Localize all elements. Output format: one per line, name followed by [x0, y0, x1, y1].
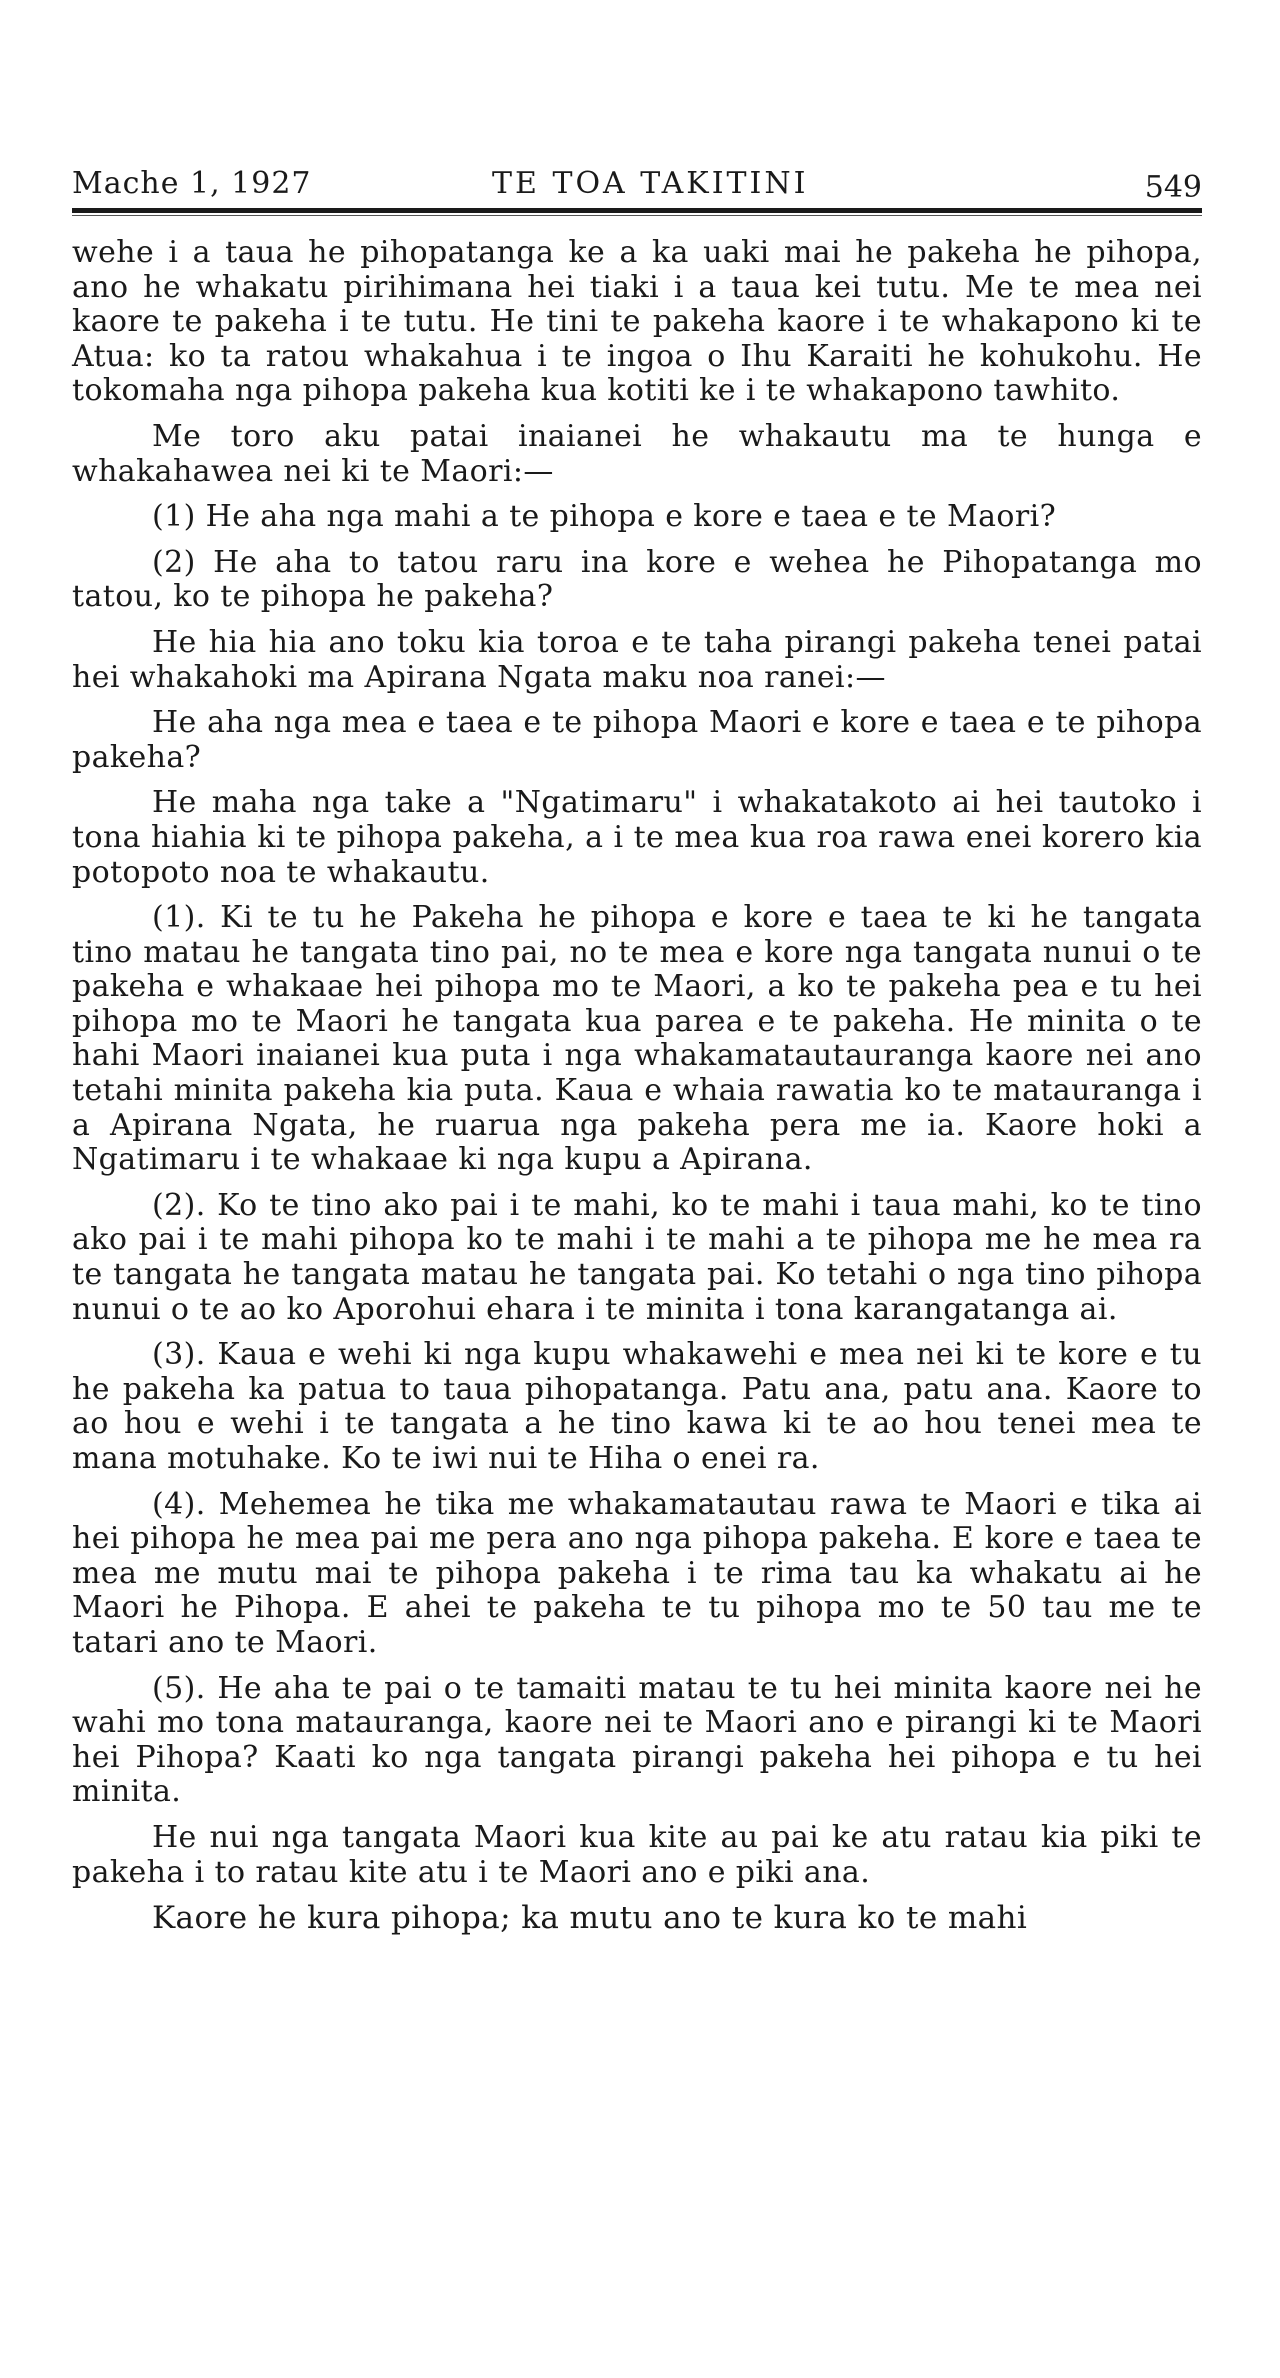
paragraph-11: (4). Mehemea he tika me whakamatautau rawa te Maori e tika ai hei pihopa he mea pai me pera ano nga pihopa pakeha. E kore e taea te mea me mutu mai te pihopa pakeha i te rima tau ka whakatu ai he Maori he Pihopa. E ahei te pakeha te tu pihopa mo te 50 tau me te tatari ano te Maori.: [72, 1486, 1202, 1660]
paragraph-8: (1). Ki te tu he Pakeha he pihopa e kore e taea te ki he tangata tino matau he tangata tino pai, no te mea e kore nga tangata nunui o te pakeha e whakaae hei pihopa mo te Maori, a ko te pakeha pea e tu hei pihopa mo te Maori he tangata kua parea e te pakeha. He minita o te hahi Maori inaianei kua puta i nga whakamatautauranga kaore nei ano tetahi minita pakeha kia puta. Kaua e whaia rawatia ko te matauranga i a Apirana Ngata, he ruarua nga pakeha pera me ia. Kaore hoki a Ngatimaru i te whakaae ki nga kupu a Apirana.: [72, 900, 1202, 1178]
paragraph-7: He maha nga take a "Ngatimaru" i whakatakoto ai hei tautoko i tona hiahia ki te pihopa pakeha, a i te mea kua roa rawa enei korero kia potopoto noa te whakautu.: [72, 785, 1202, 890]
paragraph-6: He aha nga mea e taea e te pihopa Maori e kore e taea e te pihopa pakeha?: [72, 705, 1202, 775]
paragraph-14: Kaore he kura pihopa; ka mutu ano te kura ko te mahi: [152, 1900, 1028, 1937]
page-number: 549: [1144, 170, 1202, 205]
page-header: [72, 160, 1202, 204]
paragraph-2: Me toro aku patai inaianei he whakautu ma te hunga e whakahawea nei ki te Maori:—: [72, 418, 1202, 489]
paragraph-1: wehe i a taua he pihopatanga ke a ka uaki mai he pakeha he pihopa, ano he whakatu pirihimana hei tiaki i a taua kei tutu. Me te mea nei kaore te pakeha i te tutu. He tini te pakeha kaore i te whakapono ki te Atua: ko ta ratou whakahua i te ingoa o Ihu Karaiti he kohukohu. He tokomaha nga pihopa pakeha kua kotiti ke i te whakapono tawhito.: [72, 235, 1202, 409]
publication-title: TE TOA TAKITINI: [492, 166, 809, 201]
article-body: [72, 236, 1202, 1947]
paragraph-3: (1) He aha nga mahi a te pihopa e kore e taea e te Maori?: [152, 499, 1057, 535]
paragraph-12: (5). He aha te pai o te tamaiti matau te tu hei minita kaore nei he wahi mo tona matauranga, kaore nei te Maori ano e pirangi ki te Maori hei Pihopa? Kaati ko nga tangata pirangi pakeha hei pihopa e tu hei minita.: [72, 1670, 1202, 1810]
paragraph-9: (2). Ko te tino ako pai i te mahi, ko te mahi i taua mahi, ko te tino ako pai i te mahi pihopa ko te mahi i te mahi a te pihopa me he mea ra te tangata he tangata matau he tangata pai. Ko tetahi o nga tino pihopa nunui o te ao ko Aporohui ehara i te minita i tona karangatanga ai.: [72, 1187, 1202, 1327]
issue-date: Mache 1, 1927: [72, 166, 312, 201]
paragraph-10: (3). Kaua e wehi ki nga kupu whakawehi e mea nei ki te kore e tu he pakeha ka patua to taua pihopatanga. Patu ana, patu ana. Kaore to ao hou e wehi i te tangata a he tino kawa ki te ao hou tenei mea te mana motuhake. Ko te iwi nui te Hiha o enei ra.: [72, 1337, 1202, 1476]
paragraph-13: He nui nga tangata Maori kua kite au pai ke atu ratau kia piki te pakeha i to ratau kite atu i te Maori ano e piki ana.: [72, 1819, 1202, 1890]
paragraph-4: (2) He aha to tatou raru ina kore e wehea he Pihopatanga mo tatou, ko te pihopa he pakeha?: [72, 544, 1202, 615]
header-rule: [72, 208, 1202, 213]
header-rule-thin: [72, 215, 1202, 216]
paragraph-5: He hia hia ano toku kia toroa e te taha pirangi pakeha tenei patai hei whakahoki ma Apirana Ngata maku noa ranei:—: [72, 624, 1202, 695]
